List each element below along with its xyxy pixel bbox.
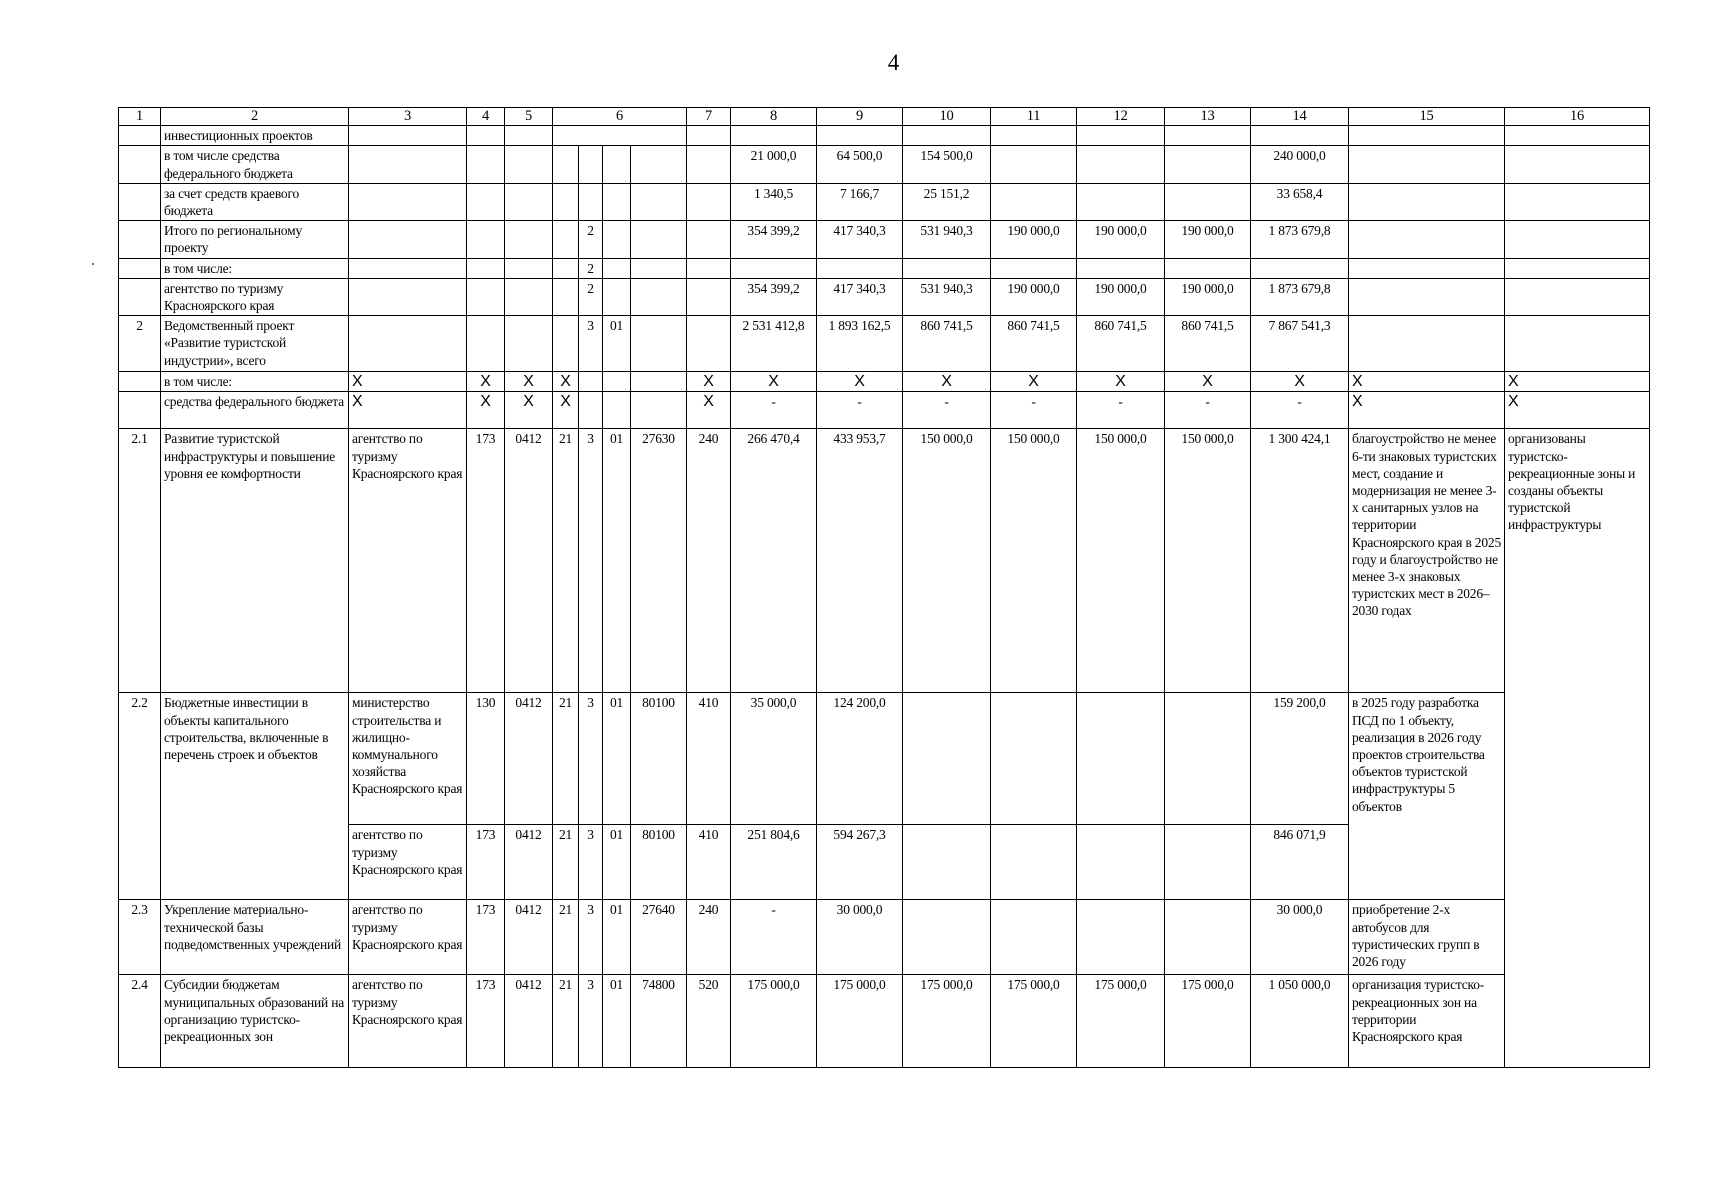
page-number: 4 [887, 50, 900, 75]
table-row: за счет средств краевого бюджета 1 340,5 7 166,7 25 151,2 33 658,4 [119, 183, 1650, 220]
table-row: в том числе: X X X X X X X X X X X X X X [119, 372, 1650, 392]
table-row: 2.2 Бюджетные инвестиции в объекты капитального строительства, включенные в перечень строек и объектов министерство строительства и жилищно-коммунального хозяйства Красноярского края 130 0412 21 3 01 80100 410 35 000,0 124 200,0 159 200,0 в 2025 году разработка ПСД по 1 объекту, реализация в 2026 году проектов строительства объектов туристской инфраструктуры 5 объектов [119, 693, 1650, 825]
header-row: 1 2 3 4 5 6 7 8 9 10 11 12 13 14 15 16 [119, 108, 1650, 126]
table-row: инвестиционных проектов [119, 126, 1650, 146]
table-row: в том числе средства федерального бюджета 21 000,0 64 500,0 154 500,0 240 000,0 [119, 146, 1650, 183]
table-row: 2.3 Укрепление материально-технической базы подведомственных учреждений агентство по туризму Красноярского края 173 0412 21 3 01 27640 240 - 30 000,0 30 000,0 приобретение 2-х автобусов для туристических групп в 2026 году [119, 900, 1650, 975]
table-row: Итого по региональному проекту 2 354 399,2 417 340,3 531 940,3 190 000,0 190 000,0 190 000,0 1 873 679,8 [119, 221, 1650, 258]
table-row: агентство по туризму Красноярского края 173 0412 21 3 01 80100 410 251 804,6 594 267,3 846 071,9 [119, 825, 1650, 900]
table-row: в том числе: 2 [119, 258, 1650, 278]
table-row: средства федерального бюджета X X X X X - - - - - - - X X [119, 392, 1650, 429]
table-row: агентство по туризму Красноярского края 2 354 399,2 417 340,3 531 940,3 190 000,0 190 000,0 190 000,0 1 873 679,8 [119, 278, 1650, 315]
table-row: 2 Ведомственный проект «Развитие туристской индустрии», всего 3 01 2 531 412,8 1 893 162,5 860 741,5 860 741,5 860 741,5 860 741,5 7 867 541,3 [119, 316, 1650, 372]
table-row: 2.1 Развитие туристской инфраструктуры и повышение уровня ее комфортности агентство по туризму Красноярского края 173 0412 21 3 01 27630 240 266 470,4 433 953,7 150 000,0 150 000,0 150 000,0 150 000,0 1 300 424,1 благоустройство не менее 6-ти знаковых туристских мест, создание и модернизация не менее 3-х санитарных узлов на территории Красноярского края в 2025 году и благоустройство не менее 3-х знаковых туристских мест в 2026–2030 годах организованы туристско-рекреационные зоны и созданы объекты туристской инфраструктуры [119, 429, 1650, 693]
budget-table [118, 107, 1650, 1068]
stray-mark [92, 263, 94, 265]
table-row: 2.4 Субсидии бюджетам муниципальных образований на организацию туристско-рекреационных зон агентство по туризму Красноярского края 173 0412 21 3 01 74800 520 175 000,0 175 000,0 175 000,0 175 000,0 175 000,0 175 000,0 1 050 000,0 организация туристско-рекреационных зон на территории Красноярского края [119, 975, 1650, 1068]
